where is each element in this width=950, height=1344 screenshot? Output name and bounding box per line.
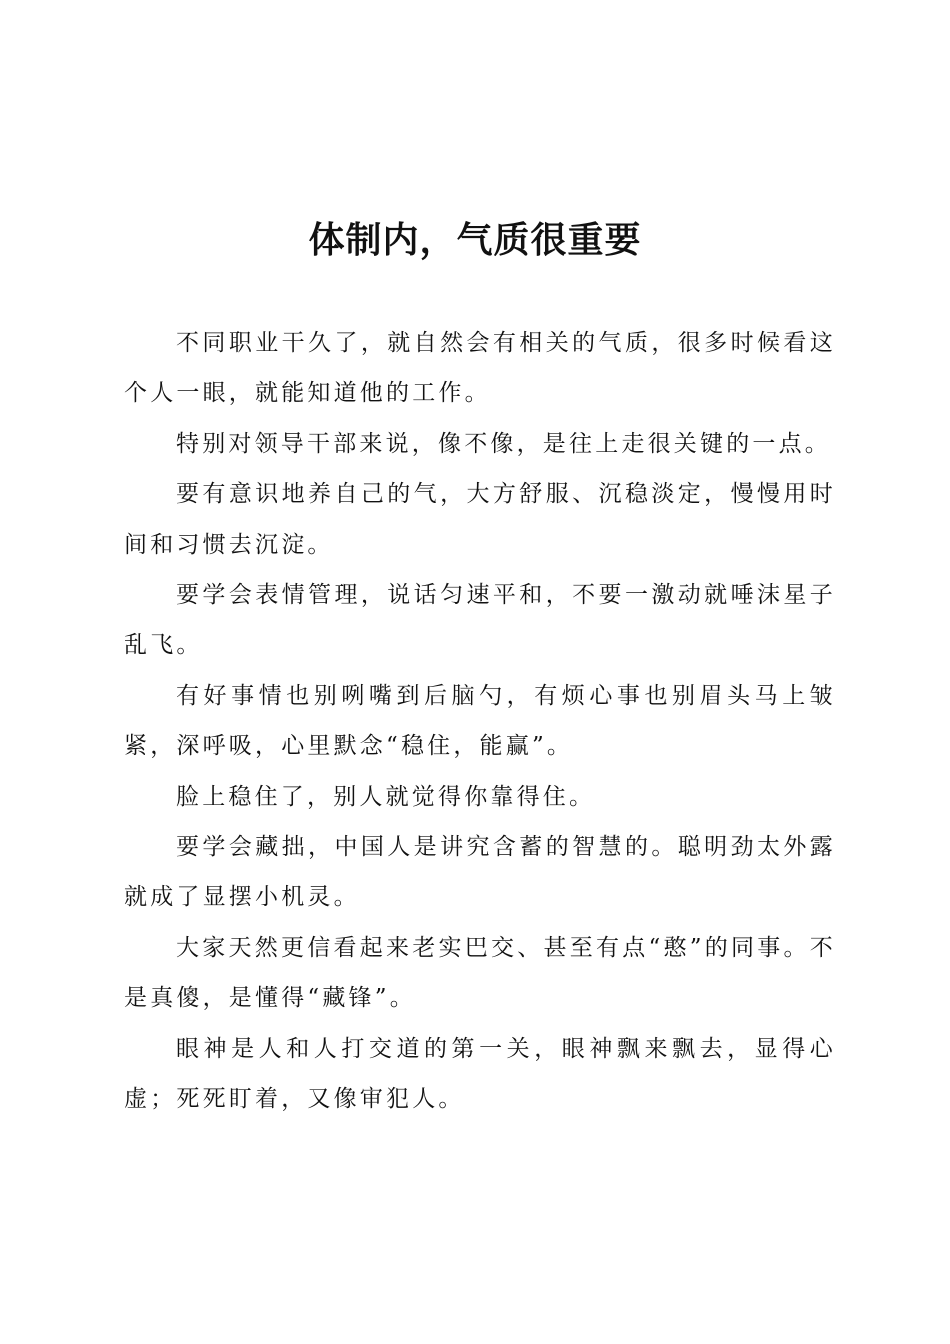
paragraph-7: 要学会藏拙，中国人是讲究含蓄的智慧的。聪明劲太外露就成了显摆小机灵。 (124, 834, 836, 911)
document-body (124, 318, 836, 1125)
document-title: 体制内，气质很重要 (308, 219, 642, 261)
paragraph-8: 大家天然更信看起来老实巴交、甚至有点“憨”的同事。不是真傻，是懂得“藏锋”。 (124, 934, 836, 1012)
paragraph-9: 眼神是人和人打交道的第一关，眼神飘来飘去，显得心虚；死死盯着，又像审犯人。 (124, 1035, 836, 1113)
paragraph-4: 要学会表情管理，说话匀速平和，不要一激动就唾沫星子乱飞。 (124, 582, 836, 659)
paragraph-5: 有好事情也别咧嘴到后脑勺，有烦心事也别眉头马上皱紧，深呼吸，心里默念“稳住，能赢”。 (124, 682, 836, 760)
paragraph-2: 特别对领导干部来说，像不像，是往上走很关键的一点。 (176, 430, 831, 457)
paragraph-6: 脸上稳住了，别人就觉得你靠得住。 (176, 783, 596, 810)
paragraph-3: 要有意识地养自己的气，大方舒服、沉稳淡定，慢慢用时间和习惯去沉淀。 (124, 481, 836, 558)
paragraph-1: 不同职业干久了，就自然会有相关的气质，很多时候看这个人一眼，就能知道他的工作。 (124, 330, 836, 407)
